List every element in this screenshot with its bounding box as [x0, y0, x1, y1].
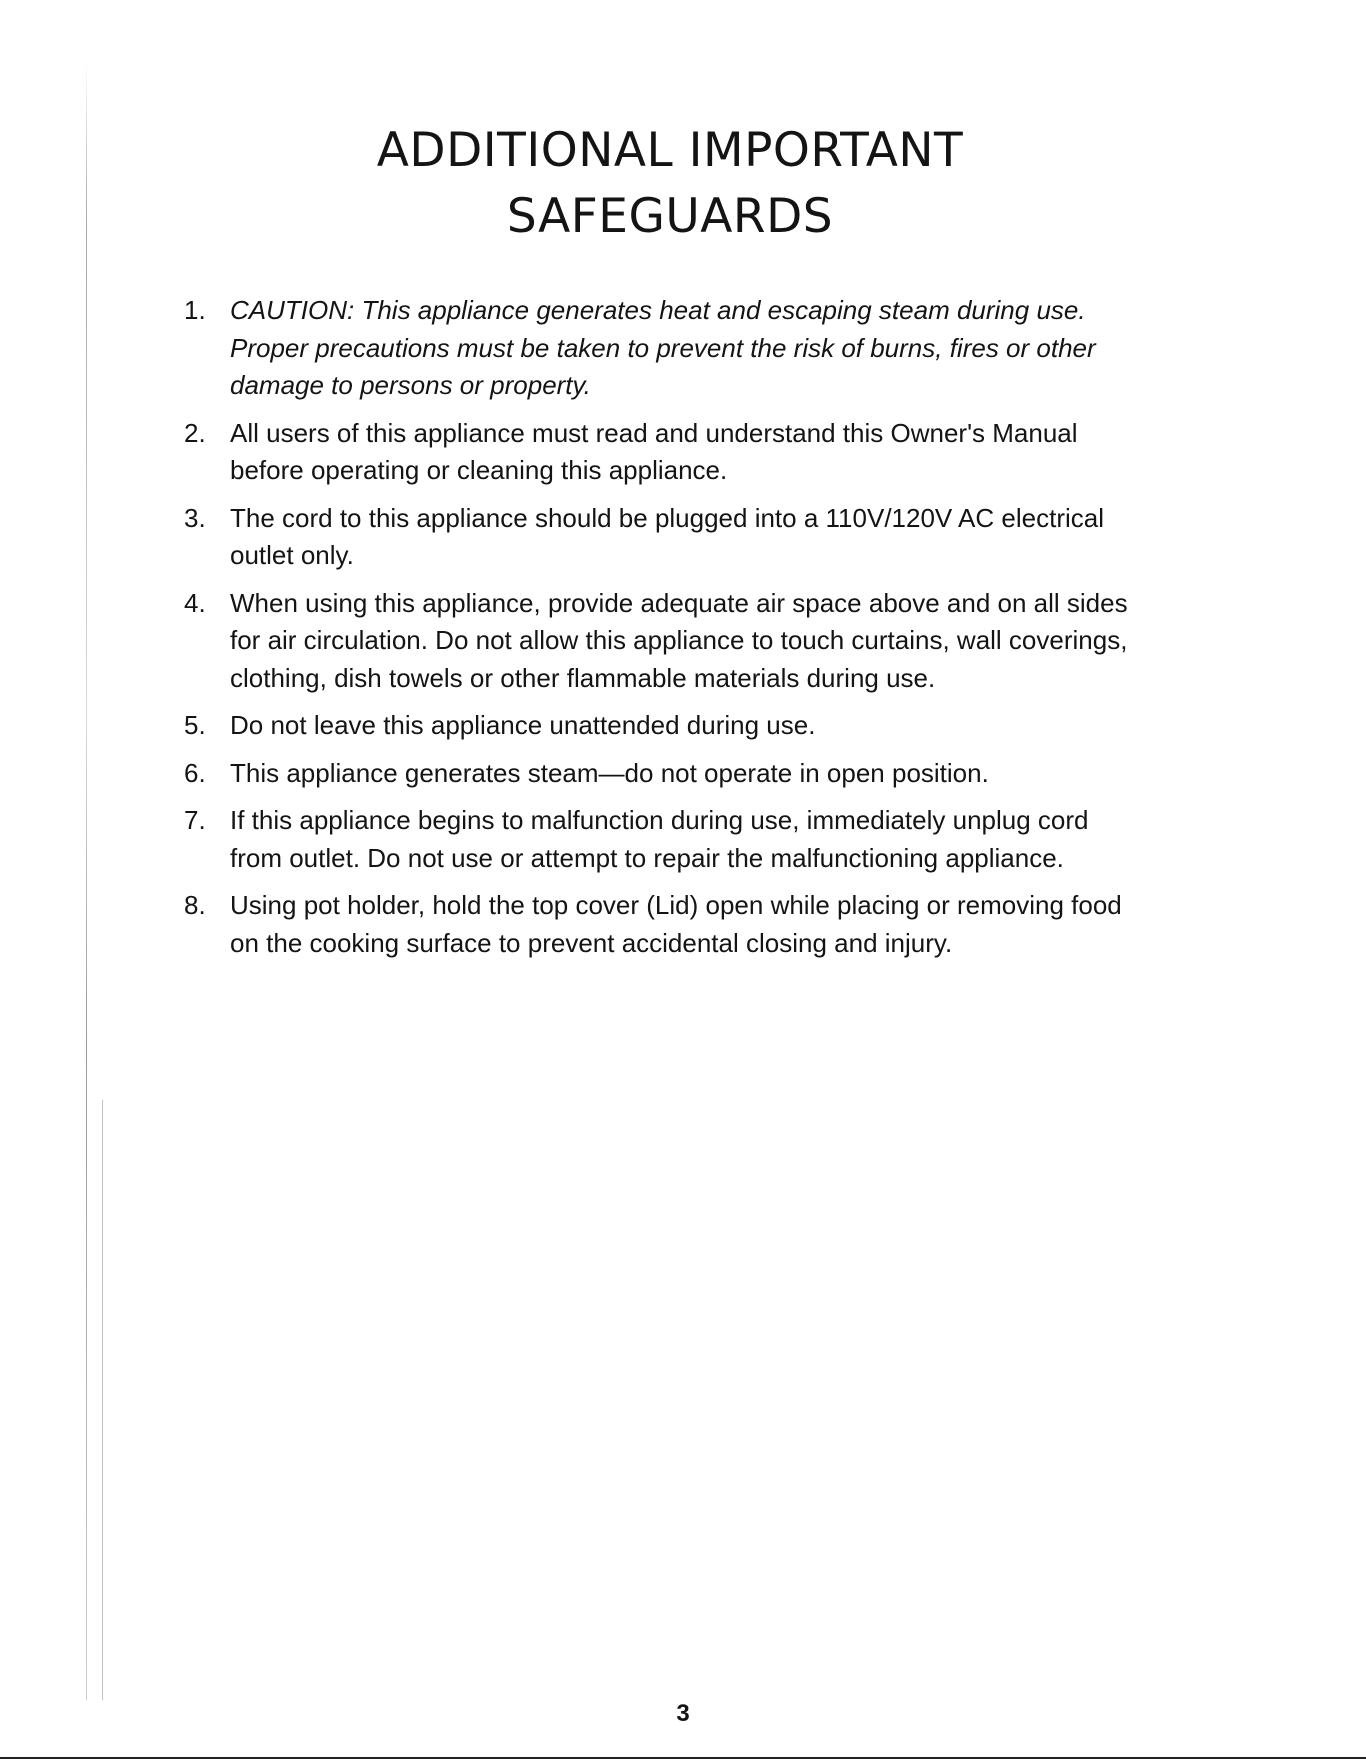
- item-number: 2.: [184, 417, 206, 448]
- safeguards-list: [184, 292, 1144, 972]
- item-number: 4.: [184, 587, 206, 618]
- item-number: 1.: [184, 295, 206, 325]
- list-item: [184, 585, 1144, 698]
- list-item: [184, 802, 1144, 877]
- item-number: 7.: [184, 805, 206, 835]
- title-line-1: ADDITIONAL IMPORTANT: [376, 123, 964, 178]
- scan-artifact: [86, 60, 87, 1700]
- title-line-2: SAFEGUARDS: [506, 189, 834, 244]
- item-number: 8.: [184, 890, 206, 920]
- item-text: The cord to this appliance should be plugged into a 110V/120V AC electrical outlet only.: [230, 502, 1104, 570]
- item-text: When using this appliance, provide adequate air space above and on all sides for air circulation. Do not allow this appliance to touch curtains, wall coverings, clothing, dish towels or other flammable materials during use.: [230, 587, 1128, 693]
- item-text: All users of this appliance must read and understand this Owner's Manual before operating or cleaning this appliance.: [230, 417, 1078, 485]
- item-number: 5.: [184, 710, 206, 740]
- item-number: 3.: [184, 502, 206, 533]
- list-item: [184, 887, 1144, 962]
- item-text: CAUTION: This appliance generates heat and escaping steam during use. Proper precautions must be taken to prevent the risk of burns, fires or other damage to persons or property.: [230, 295, 1096, 400]
- item-text: If this appliance begins to malfunction during use, immediately unplug cord from outlet. Do not use or attempt to repair the malfunctioning appliance.: [230, 805, 1089, 873]
- item-text: Do not leave this appliance unattended during use.: [230, 710, 816, 740]
- list-item: [184, 500, 1144, 575]
- list-item: [184, 755, 1144, 793]
- item-number: 6.: [184, 757, 206, 788]
- list-item: [184, 707, 1144, 745]
- item-text: This appliance generates steam—do not operate in open position.: [230, 757, 989, 788]
- list-item: [184, 292, 1144, 405]
- item-text: Using pot holder, hold the top cover (Lid) open while placing or removing food on the cooking surface to prevent accidental closing and injury.: [230, 890, 1122, 958]
- page-number: 3: [676, 1700, 690, 1727]
- page-title: [240, 118, 1100, 250]
- scan-artifact: [102, 1100, 103, 1700]
- list-item: [184, 415, 1144, 490]
- bottom-rule: [0, 1757, 1366, 1759]
